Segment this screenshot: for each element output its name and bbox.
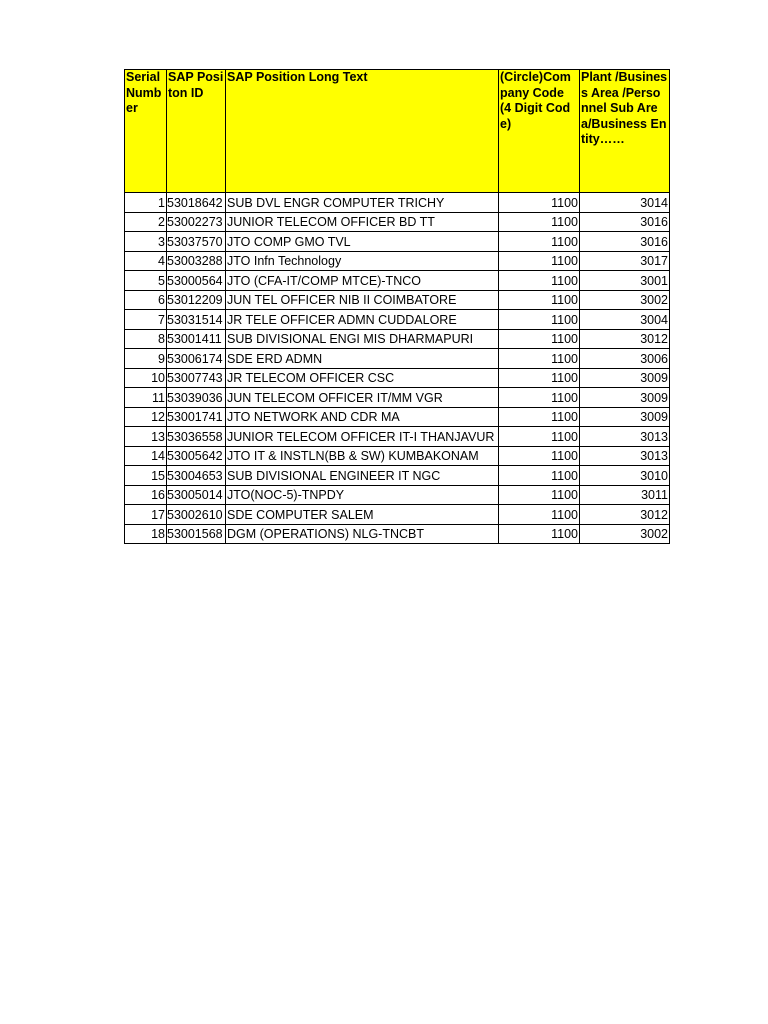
cell-plant-code: 3006 (580, 349, 670, 369)
cell-plant-code: 3016 (580, 232, 670, 252)
cell-serial-number: 4 (125, 251, 167, 271)
cell-position-long-text: JTO NETWORK AND CDR MA (226, 407, 499, 427)
cell-company-code: 1100 (499, 485, 580, 505)
cell-company-code: 1100 (499, 446, 580, 466)
cell-company-code: 1100 (499, 349, 580, 369)
cell-serial-number: 8 (125, 329, 167, 349)
cell-position-long-text: DGM (OPERATIONS) NLG-TNCBT (226, 524, 499, 544)
cell-serial-number: 18 (125, 524, 167, 544)
table-body (125, 193, 670, 544)
cell-company-code: 1100 (499, 310, 580, 330)
cell-position-long-text: SUB DIVISIONAL ENGINEER IT NGC (226, 466, 499, 486)
cell-sap-position-id: 53000564 (167, 271, 226, 291)
cell-position-long-text: JTO Infn Technology (226, 251, 499, 271)
cell-sap-position-id: 53012209 (167, 290, 226, 310)
cell-position-long-text: JUN TEL OFFICER NIB II COIMBATORE (226, 290, 499, 310)
table-row (125, 505, 670, 525)
table-row (125, 368, 670, 388)
cell-plant-code: 3017 (580, 251, 670, 271)
table-row (125, 407, 670, 427)
cell-serial-number: 11 (125, 388, 167, 408)
cell-position-long-text: JTO IT & INSTLN(BB & SW) KUMBAKONAM (226, 446, 499, 466)
cell-serial-number: 16 (125, 485, 167, 505)
cell-plant-code: 3001 (580, 271, 670, 291)
table-row (125, 446, 670, 466)
cell-sap-position-id: 53001411 (167, 329, 226, 349)
cell-serial-number: 9 (125, 349, 167, 369)
header-row (125, 70, 670, 193)
cell-company-code: 1100 (499, 427, 580, 447)
cell-sap-position-id: 53037570 (167, 232, 226, 252)
cell-sap-position-id: 53031514 (167, 310, 226, 330)
table-row (125, 349, 670, 369)
cell-sap-position-id: 53006174 (167, 349, 226, 369)
cell-company-code: 1100 (499, 232, 580, 252)
table-row (125, 310, 670, 330)
cell-company-code: 1100 (499, 466, 580, 486)
cell-plant-code: 3013 (580, 446, 670, 466)
cell-company-code: 1100 (499, 212, 580, 232)
header-plant-business-area: Plant /Business Area /Personnel Sub Area/Business Entity…… (580, 70, 670, 193)
cell-serial-number: 3 (125, 232, 167, 252)
table-row (125, 524, 670, 544)
cell-company-code: 1100 (499, 329, 580, 349)
cell-plant-code: 3009 (580, 407, 670, 427)
cell-company-code: 1100 (499, 251, 580, 271)
cell-plant-code: 3010 (580, 466, 670, 486)
cell-plant-code: 3011 (580, 485, 670, 505)
cell-serial-number: 5 (125, 271, 167, 291)
table-row (125, 271, 670, 291)
table-row (125, 485, 670, 505)
cell-serial-number: 15 (125, 466, 167, 486)
table-row (125, 329, 670, 349)
cell-plant-code: 3014 (580, 193, 670, 213)
cell-plant-code: 3013 (580, 427, 670, 447)
cell-sap-position-id: 53005014 (167, 485, 226, 505)
cell-plant-code: 3009 (580, 368, 670, 388)
cell-sap-position-id: 53002273 (167, 212, 226, 232)
cell-sap-position-id: 53005642 (167, 446, 226, 466)
cell-position-long-text: SUB DVL ENGR COMPUTER TRICHY (226, 193, 499, 213)
cell-plant-code: 3016 (580, 212, 670, 232)
cell-serial-number: 12 (125, 407, 167, 427)
cell-position-long-text: SUB DIVISIONAL ENGI MIS DHARMAPURI (226, 329, 499, 349)
header-serial-number: Serial Number (125, 70, 167, 193)
cell-position-long-text: JR TELECOM OFFICER CSC (226, 368, 499, 388)
cell-plant-code: 3009 (580, 388, 670, 408)
cell-sap-position-id: 53018642 (167, 193, 226, 213)
table-row (125, 232, 670, 252)
cell-serial-number: 2 (125, 212, 167, 232)
cell-position-long-text: JTO (CFA-IT/COMP MTCE)-TNCO (226, 271, 499, 291)
cell-serial-number: 10 (125, 368, 167, 388)
cell-sap-position-id: 53001568 (167, 524, 226, 544)
cell-sap-position-id: 53007743 (167, 368, 226, 388)
table-row (125, 251, 670, 271)
cell-position-long-text: SDE COMPUTER SALEM (226, 505, 499, 525)
table-row (125, 290, 670, 310)
table-row (125, 427, 670, 447)
cell-company-code: 1100 (499, 368, 580, 388)
cell-position-long-text: JUN TELECOM OFFICER IT/MM VGR (226, 388, 499, 408)
cell-sap-position-id: 53001741 (167, 407, 226, 427)
cell-company-code: 1100 (499, 524, 580, 544)
cell-plant-code: 3002 (580, 290, 670, 310)
cell-sap-position-id: 53002610 (167, 505, 226, 525)
header-sap-position-long-text: SAP Position Long Text (226, 70, 499, 193)
cell-sap-position-id: 53004653 (167, 466, 226, 486)
table-row (125, 193, 670, 213)
cell-company-code: 1100 (499, 193, 580, 213)
header-sap-position-id: SAP Positon ID (167, 70, 226, 193)
cell-sap-position-id: 53003288 (167, 251, 226, 271)
cell-position-long-text: JUNIOR TELECOM OFFICER IT-I THANJAVUR (226, 427, 499, 447)
cell-plant-code: 3012 (580, 505, 670, 525)
cell-serial-number: 7 (125, 310, 167, 330)
cell-company-code: 1100 (499, 388, 580, 408)
cell-serial-number: 6 (125, 290, 167, 310)
cell-position-long-text: JR TELE OFFICER ADMN CUDDALORE (226, 310, 499, 330)
cell-company-code: 1100 (499, 505, 580, 525)
table-row (125, 212, 670, 232)
cell-position-long-text: SDE ERD ADMN (226, 349, 499, 369)
cell-serial-number: 13 (125, 427, 167, 447)
cell-serial-number: 17 (125, 505, 167, 525)
cell-sap-position-id: 53036558 (167, 427, 226, 447)
cell-position-long-text: JUNIOR TELECOM OFFICER BD TT (226, 212, 499, 232)
cell-position-long-text: JTO COMP GMO TVL (226, 232, 499, 252)
cell-company-code: 1100 (499, 407, 580, 427)
table-row (125, 388, 670, 408)
cell-plant-code: 3012 (580, 329, 670, 349)
cell-position-long-text: JTO(NOC-5)-TNPDY (226, 485, 499, 505)
table-row (125, 466, 670, 486)
cell-serial-number: 14 (125, 446, 167, 466)
cell-serial-number: 1 (125, 193, 167, 213)
cell-plant-code: 3004 (580, 310, 670, 330)
cell-company-code: 1100 (499, 290, 580, 310)
cell-sap-position-id: 53039036 (167, 388, 226, 408)
position-table (124, 69, 670, 544)
cell-company-code: 1100 (499, 271, 580, 291)
header-company-code: (Circle)Company Code (4 Digit Code) (499, 70, 580, 193)
cell-plant-code: 3002 (580, 524, 670, 544)
